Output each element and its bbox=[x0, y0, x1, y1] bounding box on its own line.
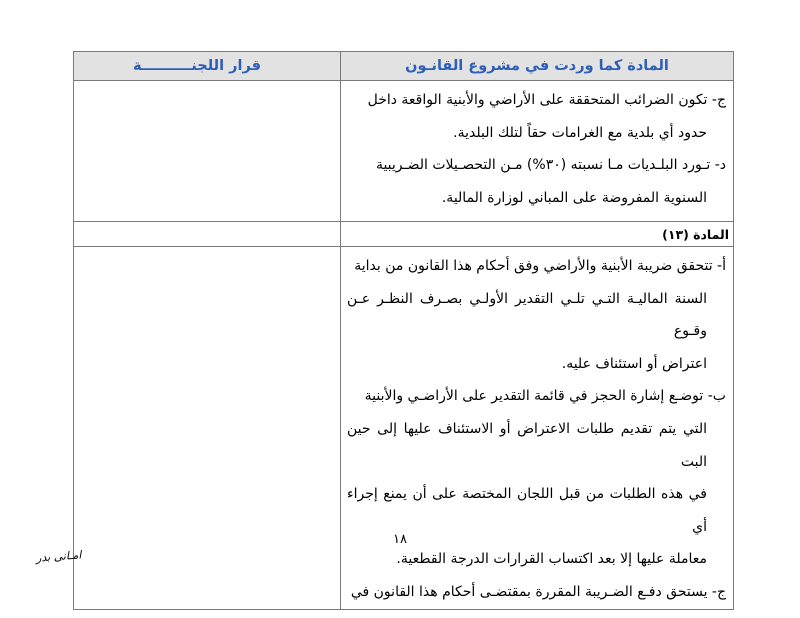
paragraph-d-line2: السنوية المفروضة على المباني لوزارة المالية. bbox=[441, 189, 707, 206]
paragraph-a-line1: أ- تتحقق ضريبة الأبنية والأراضي وفق أحكام هذا القانون من بداية bbox=[354, 258, 726, 274]
paragraph-d-line1: د- تـورد البلـديات مـا نسبته (٣٠%) مـن التحصـيلات الضـريبية bbox=[375, 157, 726, 174]
committee-decision-cell bbox=[74, 247, 341, 610]
committee-decision-cell bbox=[74, 81, 341, 222]
header-article-as-in-draft bbox=[341, 52, 734, 81]
table-header-row bbox=[74, 52, 734, 81]
header-committee-decision bbox=[74, 52, 341, 81]
handwritten-signature: امـانی بدر bbox=[35, 548, 82, 565]
paragraph-j2-line1: ج- يستحق دفـع الضـريبة المقررة بمقتضـى أحكام هذا القانون في bbox=[350, 583, 726, 600]
paragraph-a-line3: اعتراض أو استئناف عليه. bbox=[561, 355, 707, 372]
paragraph-j-line1: ج- تكون الضرائب المتحققة على الأراضي والأبنية الواقعة داخل bbox=[367, 92, 726, 108]
paragraph-b-line3: في هذه الطلبات من قبل اللجان المختصة على أن يمنع إجراء أي bbox=[347, 486, 707, 535]
article-heading-cell bbox=[341, 222, 734, 247]
header-committee-label: قرار اللجنــــــــــة bbox=[133, 58, 261, 74]
paragraph-j-line2: حدود أي بلدية مع الغرامات حقاً لتلك البلدية. bbox=[453, 124, 707, 141]
table-row bbox=[74, 222, 734, 247]
paragraph-b-line1: ب- توضـع إشارة الحجز في قائمة التقدير على الأراضـي والأبنية bbox=[364, 388, 726, 405]
page-number: ١٨ bbox=[393, 532, 407, 547]
article-text-cell bbox=[341, 81, 734, 222]
article-text-cell bbox=[341, 247, 734, 610]
committee-decision-cell bbox=[74, 222, 341, 247]
header-article-label: المادة كما وردت في مشروع القانـون bbox=[405, 58, 669, 74]
paragraph-b-line2: التي يتم تقديم طلبات الاعتراض أو الاستئناف عليها إلى حين البت bbox=[347, 420, 707, 470]
table-row bbox=[74, 81, 734, 222]
paragraph-b-line4: معاملة عليها إلا بعد اكتساب القرارات الدرجة القطعية. bbox=[396, 551, 707, 568]
table-row bbox=[74, 247, 734, 610]
paragraph-a-line2: السنة الماليـة التـي تلـي التقدير الأولـي بصـرف النظـر عـن وقـوع bbox=[347, 290, 707, 340]
article-heading: المادة (١٣) bbox=[662, 226, 729, 242]
comparison-table bbox=[73, 51, 734, 610]
